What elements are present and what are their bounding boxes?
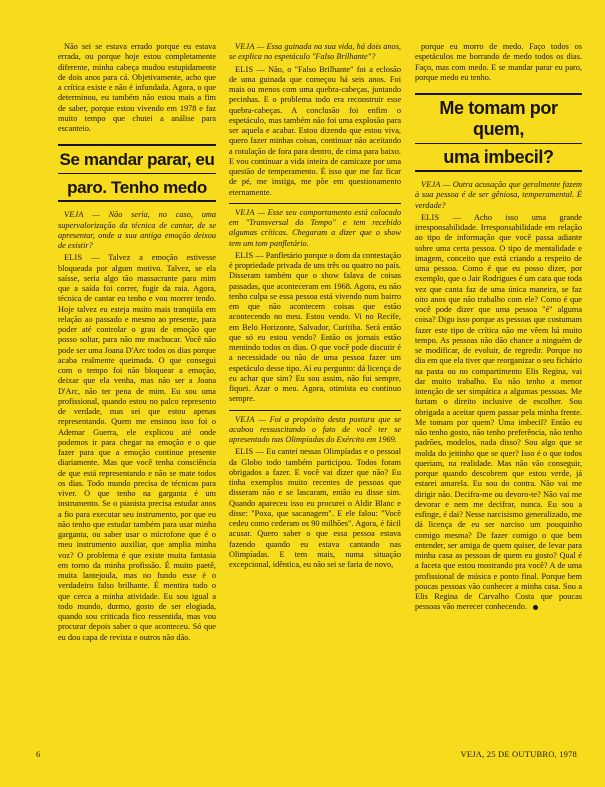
end-mark-icon	[533, 605, 538, 610]
speaker-label: ELIS	[421, 212, 440, 222]
speaker-label: ELIS	[235, 250, 254, 260]
divider	[229, 410, 401, 411]
speaker-label: VEJA	[235, 207, 255, 217]
interview-answer: ELIS — Eu cantei nessas Olimpíadas e o pessoal da Globo todo também participou. Todos foram obrigados a fazer. E você vai dizer que não? Eu tinha exemplos muito recentes de pessoas que disseram não e se lascaram, então eu disse sim. Quando apareceu isso eu procurei o Aldir Blanc e disse: "Poxa, que sacanagem". E ele falou: "Você cedeu como cederam os 90 milhões". Agora, é fácil acusar. Quero saber o que essa pessoa estava fazendo quando eu estava cantando nas Olimpíadas. E tem mais, numa situação excepcional, idêntica, eu não sei se faria de novo,	[229, 447, 401, 569]
speaker-label: ELIS	[235, 64, 254, 74]
interview-answer: ELIS — Não, o "Falso Brilhante" foi a eclosão de uma guinada que começou há seis anos. Foi mais ou menos com uma quebra-cabeças, juntando pecinhas. E o problema todo era reconstruir esse quebra-cabeças. A conclusão foi enfim o espetáculo, mas também não foi uma explosão para ser aquela e acabar. Estou dizendo que estou viva, quero fazer minhas coisas, continuar não aceitando a rotulação de fora para dentro, de cima para baixo. E vou continuar a vida inteira de camicaze por uma questão de temperamento. É isso que me faz ficar de pé, me instiga, me põe em questionamento eternamente.	[229, 64, 401, 197]
speaker-label: VEJA	[235, 414, 255, 424]
headline-line-1: Me tomam por quem,	[439, 98, 558, 139]
interview-question: VEJA — Esse seu comportamento está colocado em "Transversal do Tempo" e tem recebido algumas críticas. Chegaram a dizer que o show tem um tom panfletário.	[229, 207, 401, 248]
headline-line-1: Se mandar parar, eu	[59, 150, 215, 170]
interview-question: VEJA — Outra acusação que geralmente fazem à sua pessoa é de ser gêniosa, temperamental. É verdade?	[415, 180, 582, 210]
section-headline	[58, 144, 216, 202]
interview-answer: ELIS — Acho isso uma grande irresponsabilidade. Irresponsabilidade em relação ao tipo de informação que você passa adiante sobre uma certa pessoa. O tipo de mentalidade e imagem, conceito que está criando a respeito de uma pessoa. Como é que eu posso dizer, por exemplo, que o Jair Rodrigues é um cara que toda vez que canta faz de uma única maneira, se faz oito anos que não trabalho com ele? Como é que você pode dizer que uma pessoa "é" alguma coisa? Digo isso porque as pessoas que costumam fazer este tipo de crítica não me vêem há muito tempo. As pessoas não dão chance a ninguém de se modificar, de evoluir, de regredir. Porque no dia em que ela tiver que reorganizar o seu fichário na pasta ou no compartimento Elis Regina, vai dar muito trabalho. Eu não tenho a menor intenção de ser simpática a algumas pessoas. Me furtam o direito inclusive de escolher. Sou obrigada a aceitar quem passar pela minha frente. Me tomam por quem? Uma imbecil? Então eu não tenho gosto, não tenho preferência, não tenho padrões, modelos, nada disso? Sou algo que se molda do jeitinho que se quer? Isso é o que todos queriam, na realidade. Mas não vão conseguir, porque quando descobrem que estou verde, já estarei amarela. Eu sou do contra. Não vai me dirigir não. Decifra-me ou devoro-te? Não vai me devorar e nem me decifrar, nunca. Eu sou a esfinge, é dai? Nesse narcisismo generalizado, me dá licença de eu ser narciso um pouquinho comigo mesma? De fazer comigo o que bem entender, ser amiga de quem quiser, de levar para minha casa as pessoas de quem eu gosto? Qual é a faceta que estou mostrando pra você? A de uma profissional de música e ponto final. Porque bem poucas pessoas vão conhecer a minha casa. Sou a Elis Regina de Carvalho Costa que poucas pessoas vão merecer conhecendo.	[415, 212, 582, 612]
interview-question: VEJA — Não seria, no caso, uma supervalorização da técnica de cantar, de se apresentar, onde a sua antiga emoção deixou de existir?	[58, 210, 216, 250]
column-3	[415, 42, 582, 727]
speaker-label: ELIS	[64, 253, 83, 263]
headline-line-2: uma imbecil?	[415, 143, 582, 168]
speaker-label: ELIS	[235, 447, 254, 457]
paragraph: Não sei se estava errado porque eu estava errada, ou porque hoje estou completamente diferente, minha cabeça mudou estupidamente de dois anos para cá. Objetivamente, acho que a crítica existe e não é infundada. Agora, o que determinou, eu também não estou mais a fim de saber, porque estou vivendo em 1978 e faz muito tempo que chutei a análise para escanteio.	[58, 42, 216, 133]
page-number: 6	[36, 749, 41, 759]
headline-line-2: paro. Tenho medo	[58, 173, 216, 198]
interview-answer: ELIS — Panfletário porque o dom da contestação é propriedade privada de uns três ou quatro no país. Disseram também que o show falava de coisas passadas, que aconteceram em 1968. Agora, eu não tenho culpa se essa pessoa está vivendo num bairro em que não acontecem coisas que estão acontecendo no meu. Estou vendo. Vi no Recife, em Belo Horizonte, Salvador, Curitiba. Será então que só eu estou vendo? Então os jornais estão mentindo todos os dias. O que você pode discutir é a necessidade ou não de uma pessoa fazer um espetáculo desse tipo. Aí eu pergunto: dá licença de eu achar que sim? Eu sou assim, não fui sempre, fiquei. Azar o meu. Agora, otimista eu continuo sempre.	[229, 250, 401, 404]
column-1	[58, 42, 216, 727]
section-headline	[415, 93, 582, 172]
column-2	[229, 42, 401, 727]
speaker-label: VEJA	[235, 42, 255, 51]
interview-question: VEJA — Essa guinada na sua vida, há dois anos, se explica no espetáculo "Falso Brilhante"?	[229, 42, 401, 62]
speaker-label: VEJA	[421, 180, 441, 189]
interview-answer: ELIS — Talvez a emoção estivesse bloqueada por algum motivo. Talvez, se ela saísse, seria algo tão massacrante para mim que a saída foi correr, fugir da raia. Agora, técnica de cantar eu tenho e vou morrer tendo. Hoje talvez eu esteja muito mais tranqüila em relação ao passado e mesmo ao presente, para poder até controlar o grau de emoção que posso soltar, para não me machucar. Você não pode ser uma Joana D'Arc todos os dias porque acaba realmente queimada. O que consegui com o tempo foi não bloquear a emoção, deixar que ela venha, mas não ser a Joana D'Arc, não ter pena de mim. Eu sou uma profissional, quando estou no palco represento de verdade, mas sei que estou apenas representando. Quem me ensinou isso foi o Ademar Guerra, ele explicou até onde podemos ir para chegar na emoção e o que fazer para que a emoção continue presente diariamente. Mas que você tenha consciência de que está representando e não se mate todos os dias. Todo mundo precisa de técnicas para viver. O que tenho na garganta é um instrumento. Se o pianista precisa estudar anos a fio para executar seu instrumento, por que eu não tenho que estudar também para usar minha garganta, ou saber usar o microfone que é o meu instrumento auxiliar, que amplia minha voz? O problema é que existe muita fantasia em torno da minha profissão. É muito paetê, muita lantejoula, mas no fundo esse é o verdadeiro falso brilhante. É mentira tudo o que cerca a minha atividade. Eu sou igual a todo mundo, durmo, gosto de ser elogiada, quando sou criticada fico ressentida, mas vou procurar depois saber o que aconteceu. Só que eu dou capa de revista e outros não dão.	[58, 253, 216, 642]
footer-issue-date: VEJA, 25 DE OUTUBRO, 1978	[460, 749, 577, 759]
speaker-label: VEJA	[64, 210, 84, 220]
paragraph: porque eu morro de medo. Faço todos os espetáculos me borrando de medo todos os dias. Faço, mas com medo. E se mandar parar eu paro, porque medo eu tenho.	[415, 42, 582, 82]
divider	[229, 203, 401, 204]
interview-question: VEJA — Foi a propósito desta postura que se acabou ressuscitando o fato de você ter se apresentado nas Olimpíadas do Exército em 1969.	[229, 414, 401, 444]
